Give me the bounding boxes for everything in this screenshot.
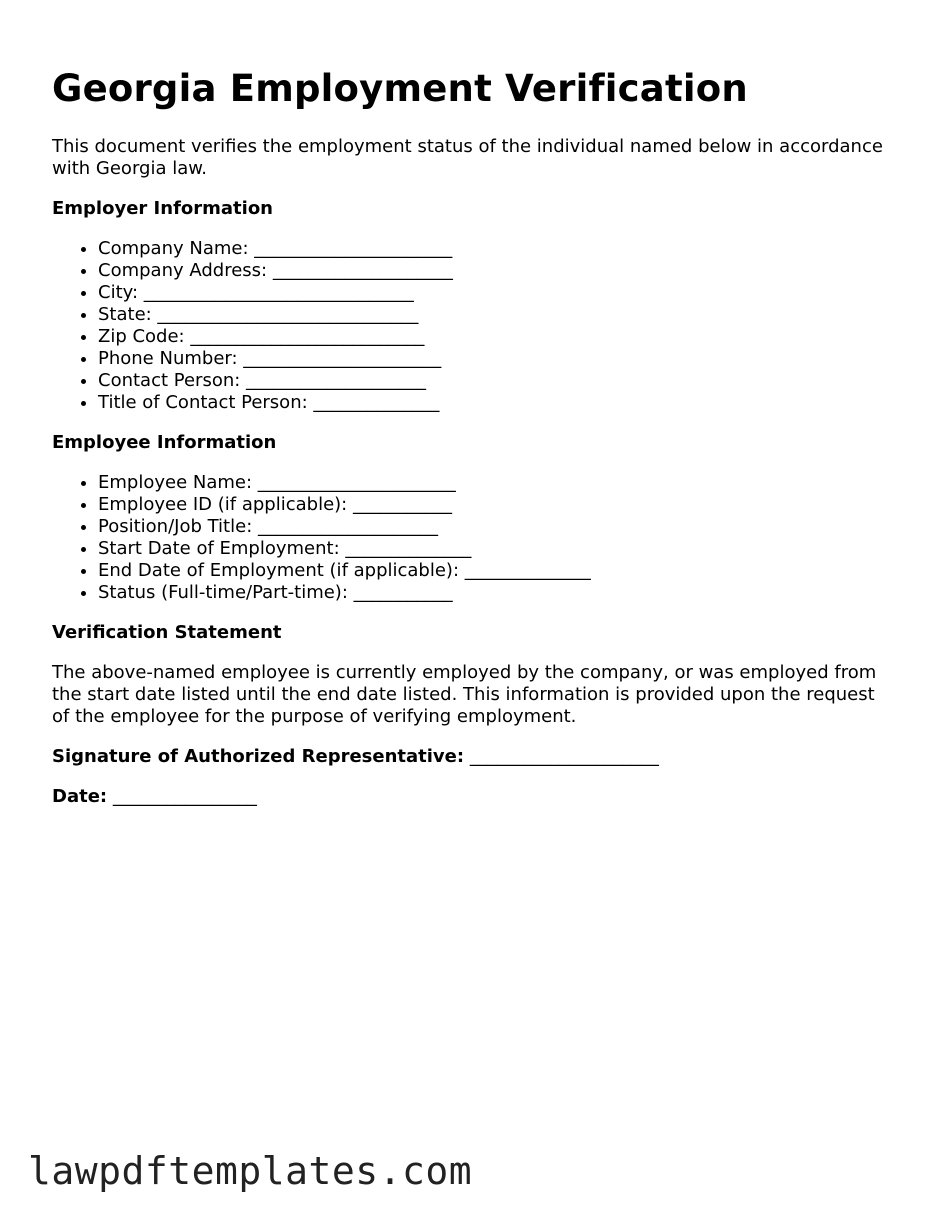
field-contact-person: • Contact Person: ____________________ [98, 370, 892, 392]
field-start-date: • Start Date of Employment: ______________ [98, 538, 892, 560]
field-company-name: • Company Name: ______________________ [98, 238, 892, 260]
field-state: • State: _____________________________ [98, 304, 892, 326]
field-city: • City: ______________________________ [98, 282, 892, 304]
employee-field-list [52, 472, 892, 604]
field-position: • Position/Job Title: ____________________ [98, 516, 892, 538]
document-page [52, 62, 892, 808]
employer-field-list [52, 238, 892, 414]
employee-section-heading: Employee Information [52, 432, 277, 453]
signature-blank: _____________________ [469, 746, 659, 767]
field-end-date: • End Date of Employment (if applicable): ______________ [98, 560, 892, 582]
field-employee-name: • Employee Name: ______________________ [98, 472, 892, 494]
signature-label: Signature of Authorized Representative: [52, 746, 465, 767]
field-status: • Status (Full-time/Part-time): ___________ [98, 582, 892, 604]
employer-section-heading: Employer Information [52, 198, 274, 219]
field-zip-code: • Zip Code: __________________________ [98, 326, 892, 348]
date-blank: ________________ [112, 786, 257, 807]
field-contact-title: • Title of Contact Person: ______________ [98, 392, 892, 414]
intro-paragraph: This document verifies the employment status of the individual named below in accordance with Georgia law. [52, 136, 883, 179]
verification-statement: The above-named employee is currently employed by the company, or was employed from the start date listed until the end date listed. This information is provided upon the request of the employee for the purpose of verifying employment. [52, 662, 877, 727]
date-label: Date: [52, 786, 108, 807]
page-title: Georgia Employment Verification [52, 67, 748, 110]
field-company-address: • Company Address: ____________________ [98, 260, 892, 282]
field-employee-id: • Employee ID (if applicable): ___________ [98, 494, 892, 516]
field-phone-number: • Phone Number: ______________________ [98, 348, 892, 370]
signature-line [52, 746, 892, 768]
date-line [52, 786, 892, 808]
footer-watermark: lawpdftemplates.com [28, 1149, 473, 1193]
verification-section-heading: Verification Statement [52, 622, 282, 643]
